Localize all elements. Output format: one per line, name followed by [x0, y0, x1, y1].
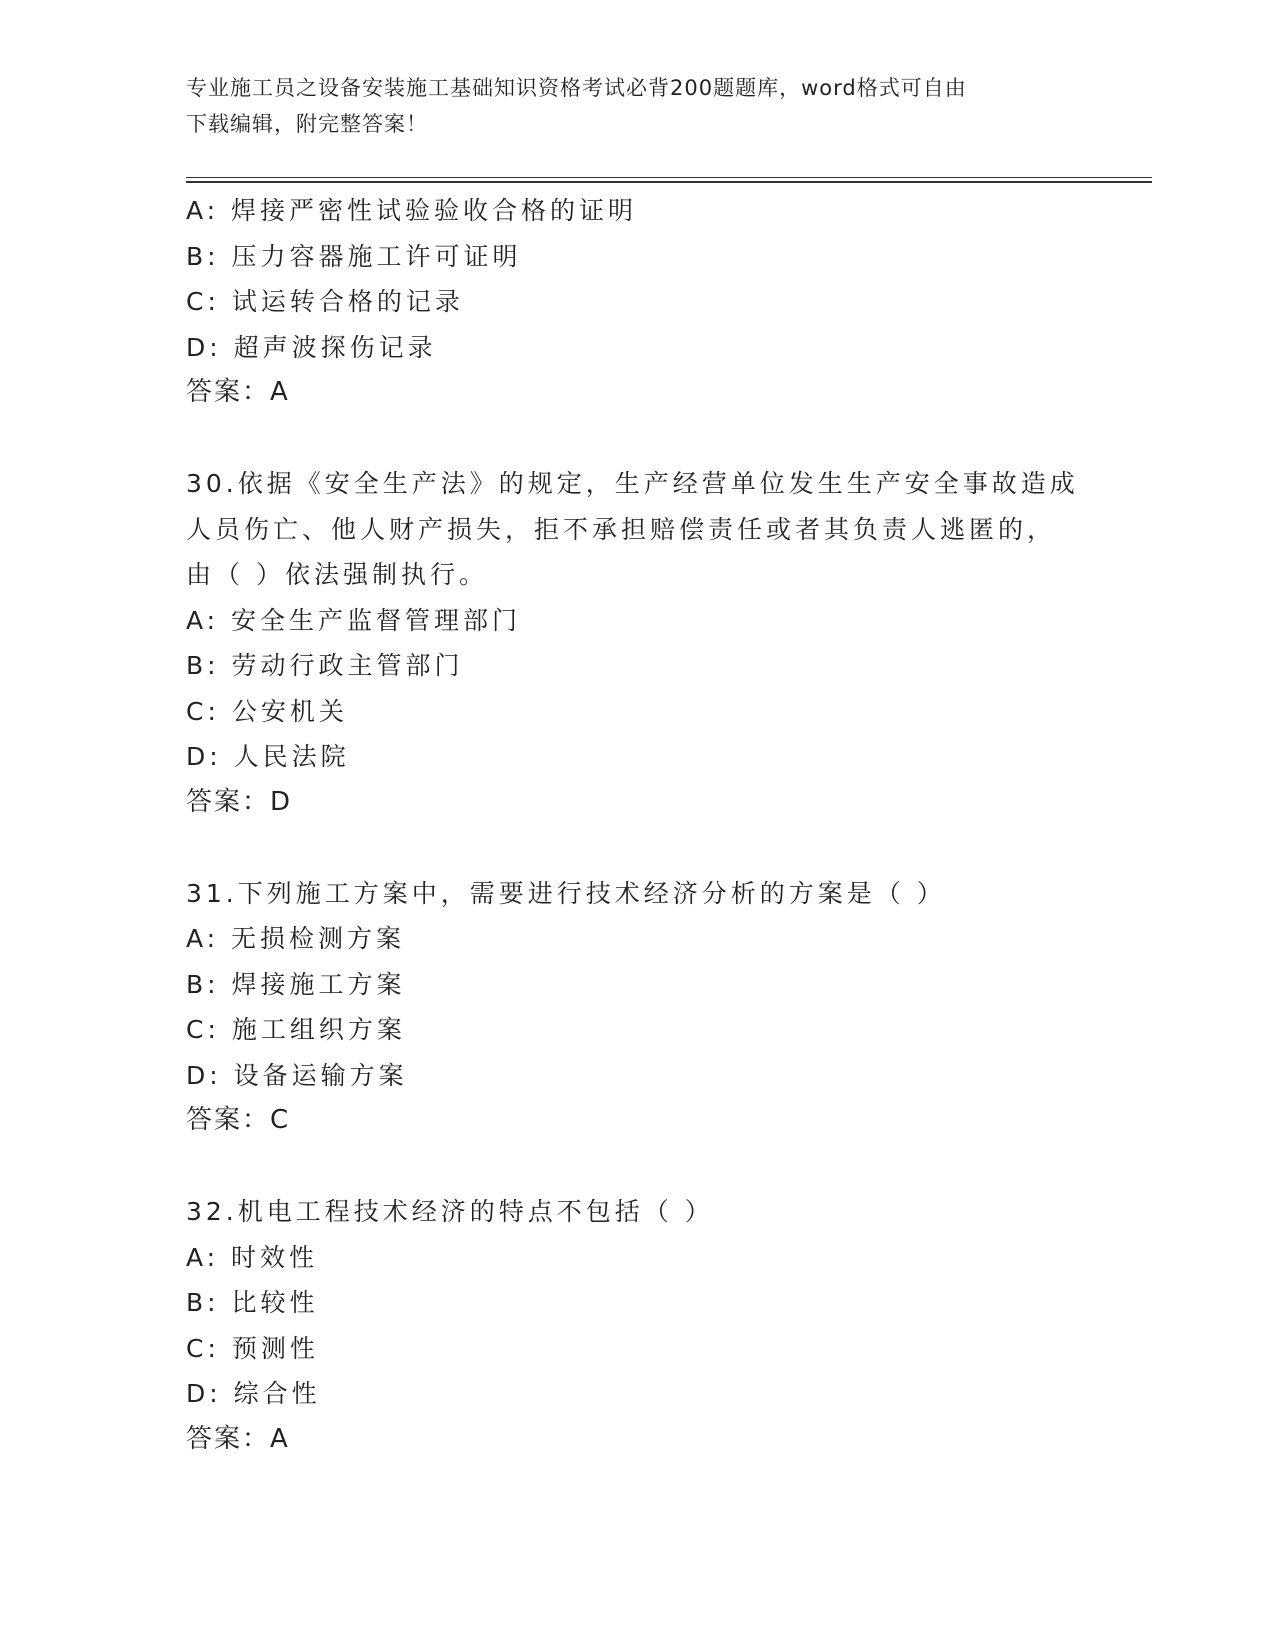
- question-text-line: 由（ ）依法强制执行。: [186, 560, 488, 589]
- option-c: C: 施工组织方案: [186, 1015, 406, 1044]
- spacer: [186, 416, 1086, 462]
- question-text-line: 31.下列施工方案中，需要进行技术经济分析的方案是（ ）: [186, 878, 946, 908]
- question-32: [186, 1189, 1086, 1462]
- question-text-line: 30.依据《安全生产法》的规定，生产经营单位发生生产安全事故造成: [186, 469, 1079, 498]
- question-list: [186, 188, 1086, 1462]
- option-c: C: 预测性: [186, 1333, 319, 1363]
- option-d: D: 综合性: [186, 1379, 321, 1408]
- option-a: A: 时效性: [186, 1242, 319, 1272]
- option-d: D: 人民法院: [186, 742, 350, 771]
- option-b: B: 压力容器施工许可证明: [186, 241, 522, 271]
- option-b: B: 焊接施工方案: [186, 969, 406, 999]
- question-30: [186, 461, 1086, 825]
- header-line-2: 下载编辑，附完整答案！: [186, 112, 428, 136]
- header-divider-thin: [186, 177, 1152, 178]
- option-b: B: 劳动行政主管部门: [186, 651, 464, 680]
- answer: 答案：A: [186, 1423, 290, 1454]
- question-31: [186, 871, 1086, 1144]
- answer: 答案：A: [186, 377, 290, 407]
- option-d: D: 设备运输方案: [186, 1060, 408, 1090]
- spacer: [186, 825, 1086, 871]
- document-header: [186, 70, 1066, 142]
- option-a: A: 无损检测方案: [186, 924, 406, 953]
- option-a: A: 焊接严密性试验验收合格的证明: [186, 196, 638, 225]
- answer: 答案：C: [186, 1105, 291, 1135]
- option-a: A: 安全生产监督管理部门: [186, 605, 522, 635]
- header-line-1: 专业施工员之设备安装施工基础知识资格考试必背200题题库，word格式可自由: [186, 76, 967, 100]
- option-b: B: 比较性: [186, 1288, 319, 1317]
- answer: 答案：D: [186, 786, 293, 817]
- question-29-continued: [186, 188, 1086, 416]
- question-text-line: 人员伤亡、他人财产损失，拒不承担赔偿责任或者其负责人逃匿的，: [186, 514, 1057, 544]
- header-divider-thick: [186, 181, 1152, 183]
- question-text-line: 32.机电工程技术经济的特点不包括（ ）: [186, 1197, 714, 1226]
- option-c: C: 公安机关: [186, 696, 348, 726]
- option-c: C: 试运转合格的记录: [186, 287, 464, 316]
- spacer: [186, 1144, 1086, 1190]
- option-d: D: 超声波探伤记录: [186, 332, 437, 362]
